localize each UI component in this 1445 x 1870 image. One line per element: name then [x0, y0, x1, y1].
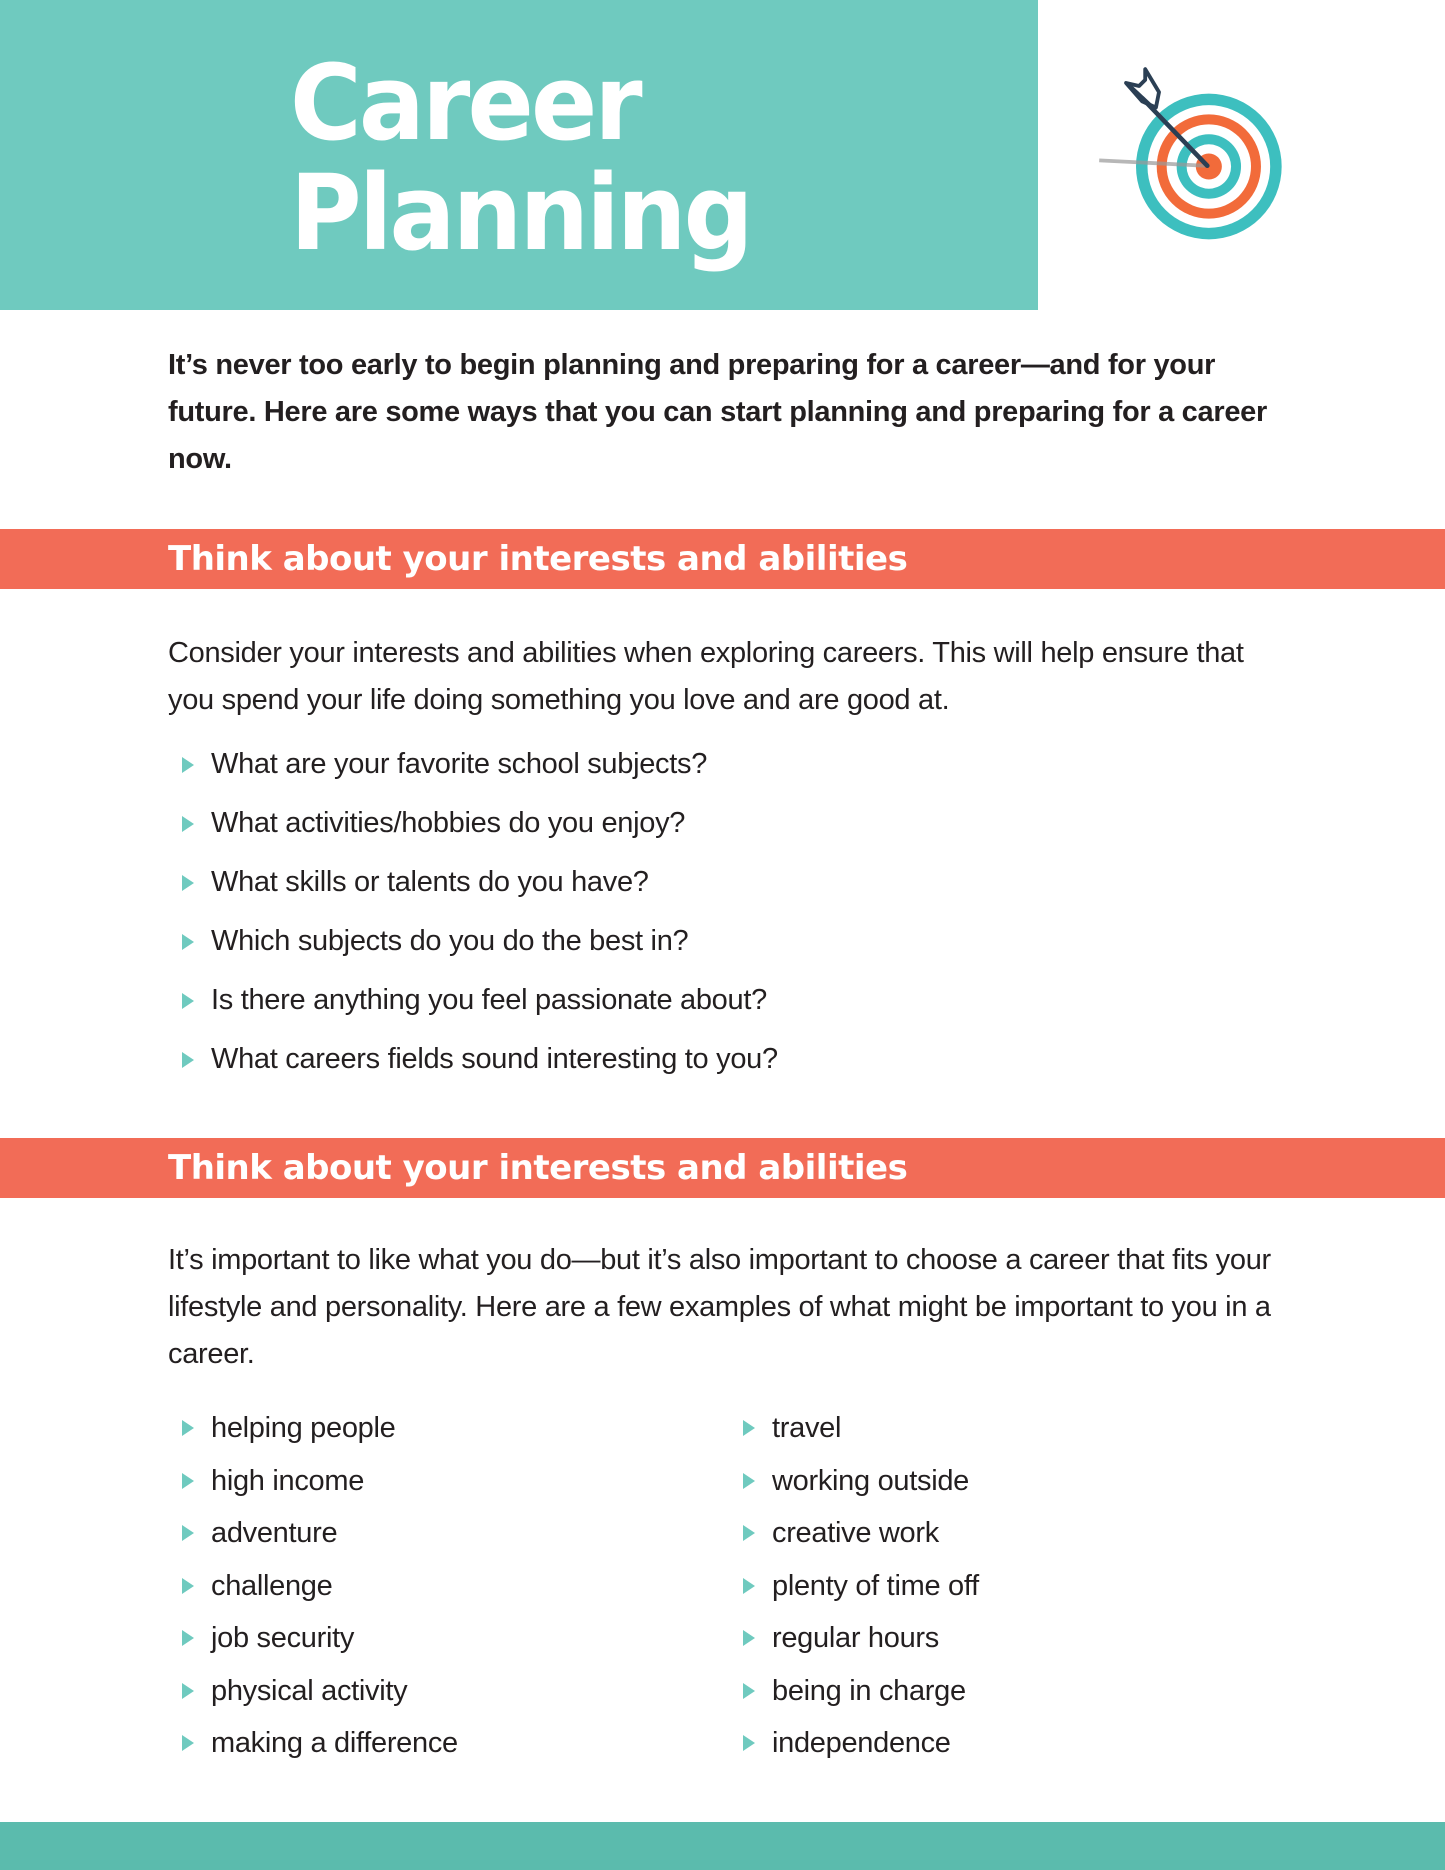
triangle-bullet-icon [743, 1420, 755, 1436]
section-2-values-list-right [729, 1402, 979, 1770]
list-item: What activities/hobbies do you enjoy? [168, 794, 778, 853]
footer-band [0, 1822, 1445, 1870]
triangle-bullet-icon [743, 1683, 755, 1699]
triangle-bullet-icon [182, 1683, 194, 1699]
section-1-header-bar [0, 529, 1445, 589]
title-line-2: Planning [290, 152, 751, 274]
list-item: high income [168, 1455, 458, 1508]
triangle-bullet-icon [182, 875, 194, 891]
list-item: working outside [729, 1455, 979, 1508]
list-item: creative work [729, 1507, 979, 1560]
list-item: What careers fields sound interesting to you? [168, 1030, 778, 1089]
triangle-bullet-icon [743, 1578, 755, 1594]
list-item: regular hours [729, 1612, 979, 1665]
triangle-bullet-icon [182, 1052, 194, 1068]
triangle-bullet-icon [743, 1630, 755, 1646]
triangle-bullet-icon [182, 934, 194, 950]
header-band [0, 0, 1038, 310]
target-with-arrow-icon [1090, 35, 1320, 275]
triangle-bullet-icon [182, 1578, 194, 1594]
triangle-bullet-icon [182, 1630, 194, 1646]
list-item: Which subjects do you do the best in? [168, 912, 778, 971]
section-2-values-list-left [168, 1402, 458, 1770]
section-2-header-bar [0, 1138, 1445, 1198]
list-item: independence [729, 1717, 979, 1770]
list-item: What are your favorite school subjects? [168, 735, 778, 794]
list-item: making a difference [168, 1717, 458, 1770]
section-2-heading: Think about your interests and abilities [168, 1148, 908, 1188]
list-item: challenge [168, 1560, 458, 1613]
list-item: plenty of time off [729, 1560, 979, 1613]
list-item: What skills or talents do you have? [168, 853, 778, 912]
section-2-paragraph: It’s important to like what you do—but it’s also important to choose a career that fits your lifestyle and personality. Here are a few examples of what might be important to you in a career. [168, 1244, 1271, 1370]
triangle-bullet-icon [182, 1420, 194, 1436]
page-title [290, 42, 751, 274]
list-item: physical activity [168, 1665, 458, 1718]
list-item: adventure [168, 1507, 458, 1560]
triangle-bullet-icon [182, 1525, 194, 1541]
triangle-bullet-icon [743, 1525, 755, 1541]
triangle-bullet-icon [182, 1473, 194, 1489]
triangle-bullet-icon [182, 757, 194, 773]
triangle-bullet-icon [743, 1473, 755, 1489]
list-item: travel [729, 1402, 979, 1455]
triangle-bullet-icon [182, 816, 194, 832]
title-line-1: Career [290, 42, 640, 164]
triangle-bullet-icon [182, 993, 194, 1009]
list-item: job security [168, 1612, 458, 1665]
list-item: being in charge [729, 1665, 979, 1718]
triangle-bullet-icon [743, 1735, 755, 1751]
section-1-paragraph: Consider your interests and abilities when exploring careers. This will help ensure that you spend your life doing something you love and are good at. [168, 637, 1244, 716]
triangle-bullet-icon [182, 1735, 194, 1751]
section-1-question-list [168, 735, 778, 1089]
section-1-heading: Think about your interests and abilities [168, 539, 908, 579]
list-item: Is there anything you feel passionate about? [168, 971, 778, 1030]
intro-text: It’s never too early to begin planning and preparing for a career—and for your future. Here are some ways that you can start planning and preparing for a career now. [168, 349, 1267, 475]
list-item: helping people [168, 1402, 458, 1455]
